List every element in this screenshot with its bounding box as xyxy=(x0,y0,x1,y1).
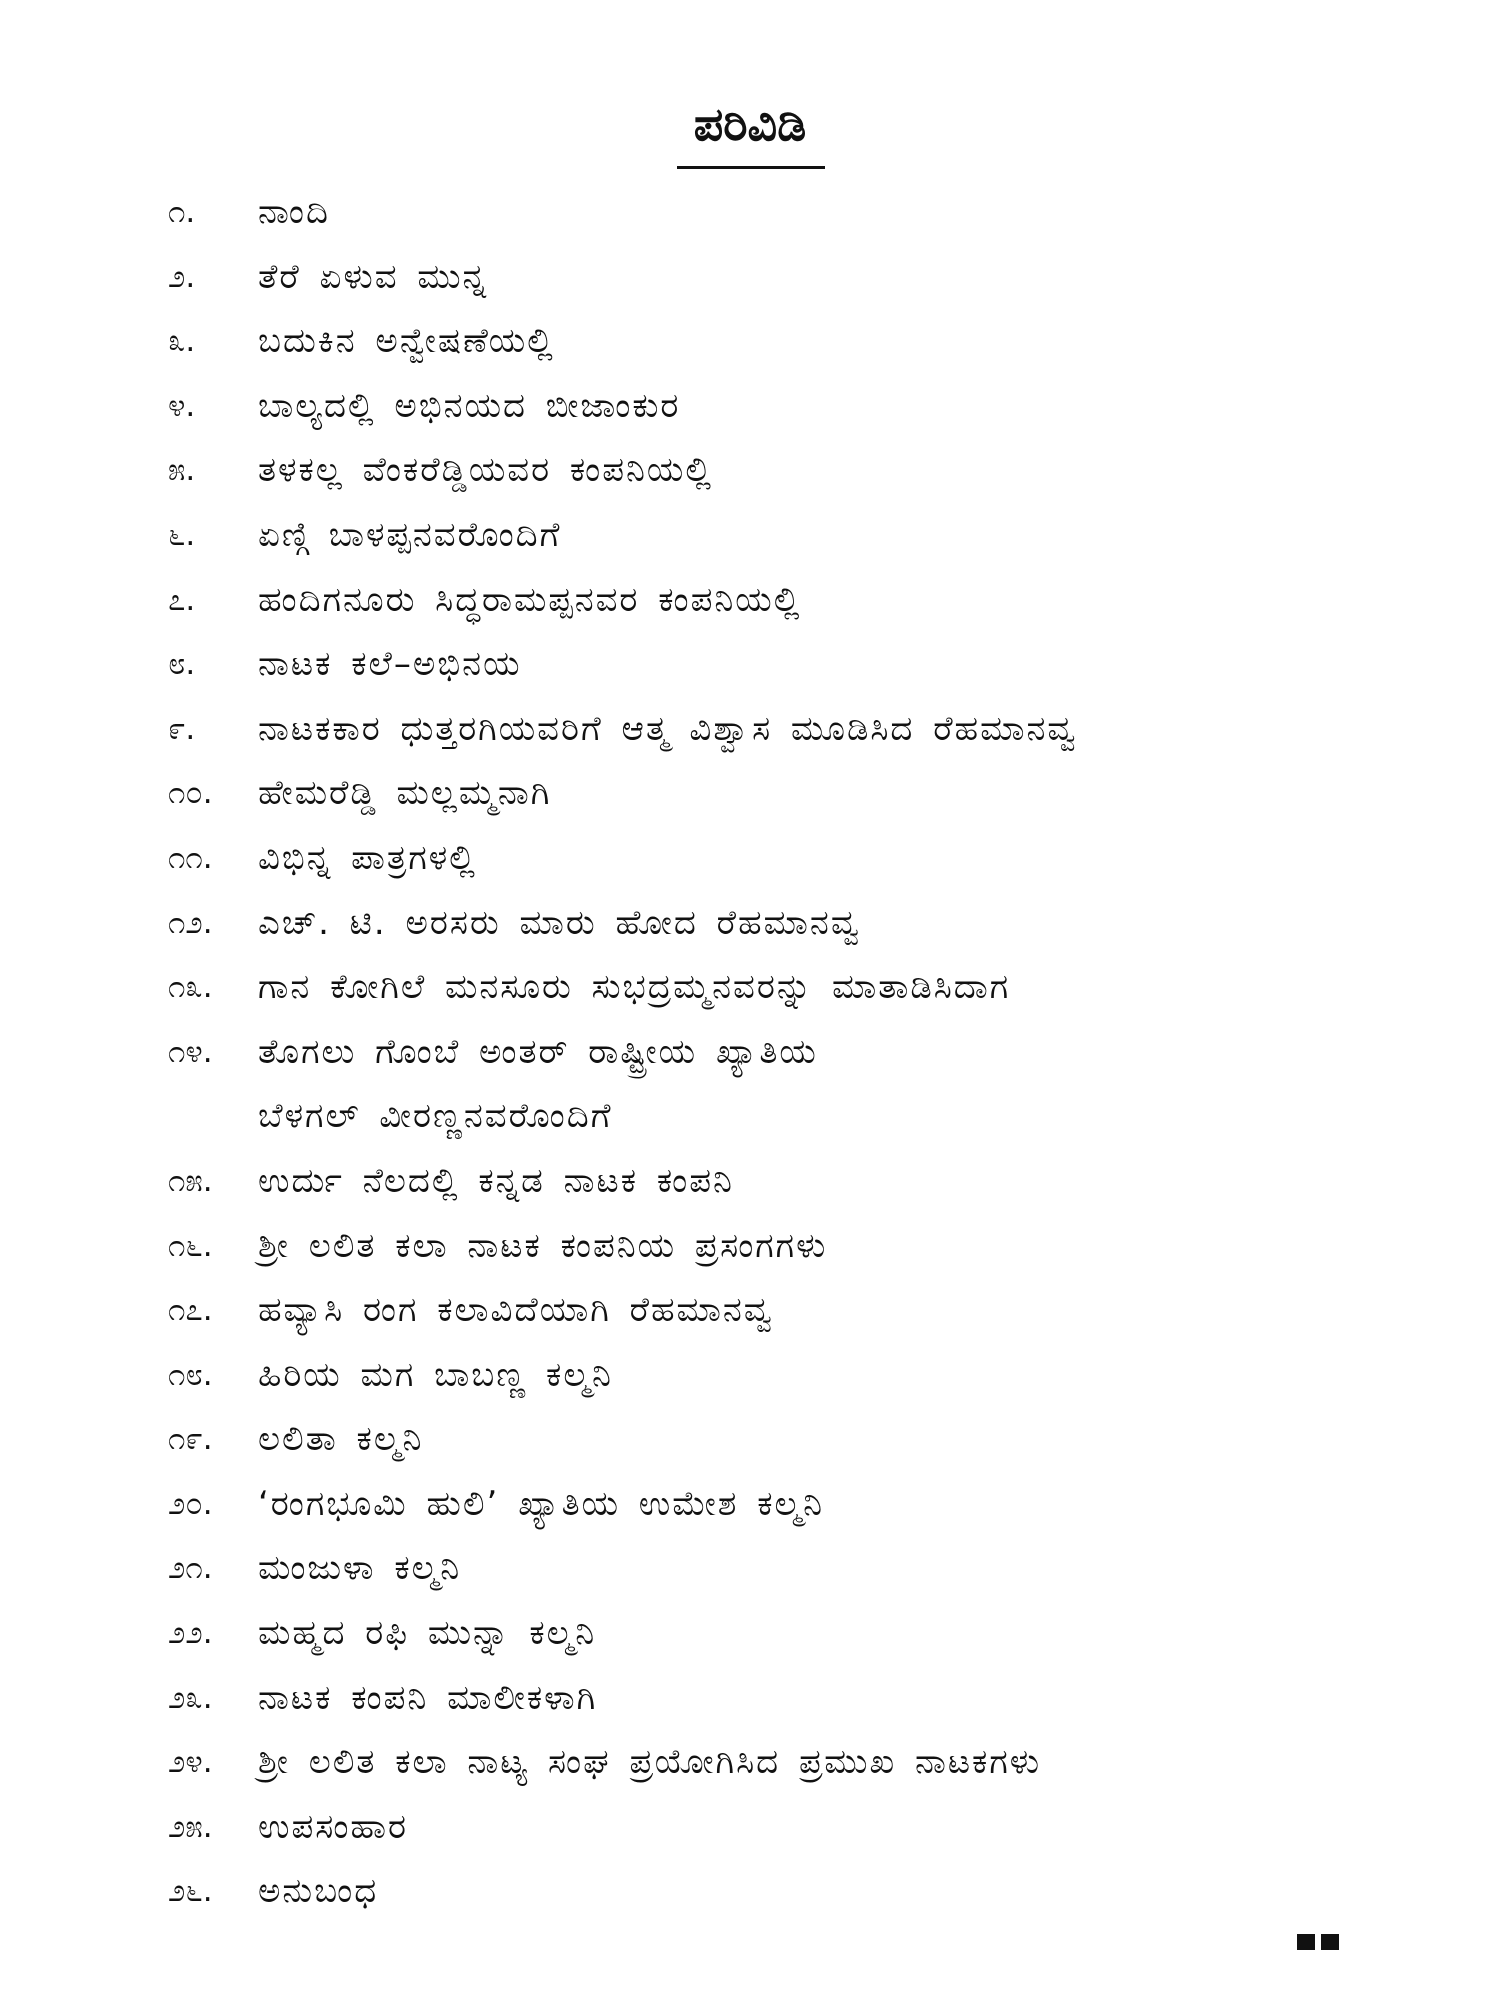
entry-title: ಏಣ್ಗಿ ಬಾಳಪ್ಪನವರೊಂದಿಗೆ xyxy=(258,514,562,555)
entry-number: ೧೮. xyxy=(168,1356,213,1393)
entry-title: ಮಹ್ಮದ ರಫಿ ಮುನ್ನಾ ಕಲ್ಮನಿ xyxy=(258,1613,597,1654)
end-of-section-mark xyxy=(1297,1934,1339,1950)
entry-number: ೬. xyxy=(168,516,196,553)
entry-title: ಶ್ರೀ ಲಲಿತ ಕಲಾ ನಾಟ್ಯ ಸಂಘ ಪ್ರಯೋಗಿಸಿದ ಪ್ರಮುಖ ನಾಟಕಗಳು xyxy=(258,1742,1042,1783)
entry-number: ೨೬. xyxy=(168,1873,213,1910)
toc-entry xyxy=(168,1601,1348,1666)
entry-title: ಬಾಲ್ಯದಲ್ಲಿ ಅಭಿನಯದ ಬೀಜಾಂಕುರ xyxy=(258,385,681,426)
entry-number: ೨೪. xyxy=(168,1744,213,1781)
toc-entry xyxy=(168,309,1348,374)
entry-title: ನಾಂದಿ xyxy=(258,192,330,232)
toc-entry xyxy=(168,568,1348,633)
square-mark-icon xyxy=(1297,1934,1315,1950)
toc-entry xyxy=(168,374,1348,439)
entry-number: ೨೫. xyxy=(168,1808,213,1845)
entry-title: ಲಲಿತಾ ಕಲ್ಮನಿ xyxy=(258,1419,424,1460)
entry-title: ಹಂದಿಗನೂರು ಸಿದ್ಧರಾಮಪ್ಪನವರ ಕಂಪನಿಯಲ್ಲಿ xyxy=(258,579,802,620)
entry-title-line-2: ಬೆಳಗಲ್ ವೀರಣ್ಣನವರೊಂದಿಗೆ xyxy=(258,1096,613,1137)
toc-entry xyxy=(168,955,1348,1020)
entry-number: ೧೬. xyxy=(168,1227,213,1264)
entry-number: ೩. xyxy=(168,323,196,360)
toc-entry xyxy=(168,438,1348,503)
entry-number: ೨೦. xyxy=(168,1485,213,1522)
entry-title: ಬದುಕಿನ ಅನ್ವೇಷಣೆಯಲ್ಲಿ xyxy=(258,321,555,362)
toc-entry xyxy=(168,503,1348,568)
entry-title: ಹವ್ಯಾಸಿ ರಂಗ ಕಲಾವಿದೆಯಾಗಿ ರೆಹಮಾನವ್ವ xyxy=(258,1290,774,1331)
toc-entry xyxy=(168,1343,1348,1408)
entry-title: ನಾಟಕಕಾರ ಧುತ್ತರಗಿಯವರಿಗೆ ಆತ್ಮ ವಿಶ್ವಾಸ ಮೂಡಿಸಿದ ರೆಹಮಾನವ್ವ xyxy=(258,708,1078,749)
toc-entry xyxy=(168,1536,1348,1601)
entry-number: ೭. xyxy=(168,581,196,618)
toc-entry xyxy=(168,1149,1348,1214)
entry-number: ೨೩. xyxy=(168,1679,213,1716)
entry-title: ಉರ್ದು ನೆಲದಲ್ಲಿ ಕನ್ನಡ ನಾಟಕ ಕಂಪನಿ xyxy=(258,1160,734,1201)
entry-title: ನಾಟಕ ಕಲೆ–ಅಭಿನಯ xyxy=(258,644,522,685)
entry-number: ೨೧. xyxy=(168,1550,213,1587)
entry-number: ೯. xyxy=(168,710,196,747)
entry-number: ೫. xyxy=(168,452,196,489)
entry-title: ನಾಟಕ ಕಂಪನಿ ಮಾಲೀಕಳಾಗಿ xyxy=(258,1677,598,1718)
table-of-contents xyxy=(168,180,1348,1924)
page-title: ಪರಿವಿಡಿ xyxy=(693,97,807,151)
entry-title: ಉಪಸಂಹಾರ xyxy=(258,1806,408,1847)
entry-number: ೧೦. xyxy=(168,775,213,812)
toc-entry xyxy=(168,826,1348,891)
square-mark-icon xyxy=(1321,1934,1339,1950)
entry-title: ಗಾನ ಕೋಗಿಲೆ ಮನಸೂರು ಸುಭದ್ರಮ್ಮನವರನ್ನು ಮಾತಾಡಿಸಿದಾಗ xyxy=(258,967,1011,1008)
entry-title: ಶ್ರೀ ಲಲಿತ ಕಲಾ ನಾಟಕ ಕಂಪನಿಯ ಪ್ರಸಂಗಗಳು xyxy=(258,1225,828,1266)
entry-number: ೧೭. xyxy=(168,1292,213,1329)
toc-entry xyxy=(168,761,1348,826)
entry-number: ೧೫. xyxy=(168,1162,213,1199)
entry-number: ೧೨. xyxy=(168,904,213,941)
toc-entry xyxy=(168,697,1348,762)
entry-number: ೨. xyxy=(168,258,196,295)
toc-entry xyxy=(168,1407,1348,1472)
toc-entry xyxy=(168,1020,1348,1149)
toc-entry xyxy=(168,1666,1348,1731)
toc-entry xyxy=(168,1730,1348,1795)
toc-entry xyxy=(168,1472,1348,1537)
entry-title: ಹೇಮರೆಡ್ಡಿ ಮಲ್ಲಮ್ಮನಾಗಿ xyxy=(258,773,552,814)
toc-entry xyxy=(168,891,1348,956)
toc-entry xyxy=(168,1278,1348,1343)
toc-entry xyxy=(168,632,1348,697)
entry-title: ತೆರೆ ಏಳುವ ಮುನ್ನ xyxy=(258,256,489,297)
entry-number: ೧೯. xyxy=(168,1421,213,1458)
entry-number: ೮. xyxy=(168,646,196,683)
entry-title: ತಳಕಲ್ಲ ವೆಂಕರೆಡ್ಡಿಯವರ ಕಂಪನಿಯಲ್ಲಿ xyxy=(258,450,714,491)
toc-entry xyxy=(168,1859,1348,1924)
entry-title: ವಿಭಿನ್ನ ಪಾತ್ರಗಳಲ್ಲಿ xyxy=(258,837,477,878)
entry-number: ೧೩. xyxy=(168,969,213,1006)
entry-title: ಹಿರಿಯ ಮಗ ಬಾಬಣ್ಣ ಕಲ್ಮನಿ xyxy=(258,1354,613,1395)
toc-entry xyxy=(168,245,1348,310)
entry-number: ೧೧. xyxy=(168,839,213,876)
entry-number: ೨೨. xyxy=(168,1615,213,1652)
entry-number: ೪. xyxy=(168,387,196,424)
entry-number: ೧೪. xyxy=(168,1033,213,1070)
toc-entry xyxy=(168,1214,1348,1279)
toc-entry xyxy=(168,1795,1348,1860)
entry-title: ‘ರಂಗಭೂಮಿ ಹುಲಿ’ ಖ್ಯಾತಿಯ ಉಮೇಶ ಕಲ್ಮನಿ xyxy=(258,1483,825,1524)
entry-title-line-1: ತೊಗಲು ಗೊಂಬೆ ಅಂತರ್ ರಾಷ್ಟ್ರೀಯ ಖ್ಯಾತಿಯ xyxy=(258,1031,818,1072)
toc-entry xyxy=(168,180,1348,245)
title-underline xyxy=(677,166,825,169)
entry-title: ಮಂಜುಳಾ ಕಲ್ಮನಿ xyxy=(258,1548,462,1589)
entry-number: ೧. xyxy=(168,194,196,230)
entry-title: ಅನುಬಂಧ xyxy=(258,1871,379,1912)
entry-title: ಎಚ್. ಟಿ. ಅರಸರು ಮಾರು ಹೋದ ರೆಹಮಾನವ್ವ xyxy=(258,902,861,943)
entry-title xyxy=(258,1020,1348,1149)
